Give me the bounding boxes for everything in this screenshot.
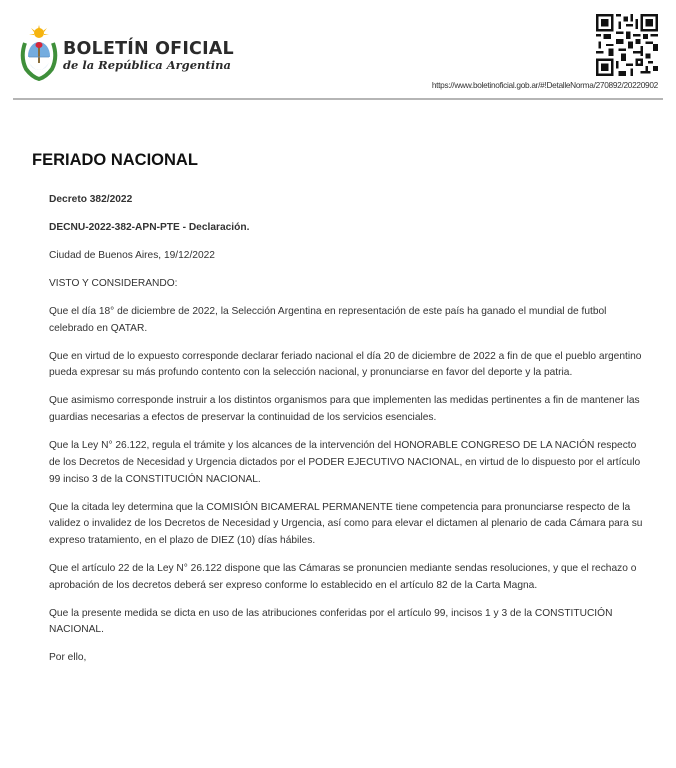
closing-text: Por ello, <box>49 652 87 664</box>
document-title: FERIADO NACIONAL <box>32 151 198 169</box>
brand-subtitle: de la República Argentina <box>63 58 231 72</box>
document-url-link[interactable]: https://www.boletinoficial.gob.ar/#!DetalleNorma/270892/20220902 <box>431 80 658 90</box>
paragraph: Que asimismo corresponde instruir a los distintos organismos para que implementen las medidas pertinentes a fin de mantener las guardias necesarias a efectos de preservar la continuidad de los servicios esenciales. <box>49 395 640 424</box>
document-body <box>49 192 649 678</box>
header-divider <box>13 98 663 100</box>
decree-number: Decreto 382/2022 <box>49 194 133 205</box>
decree-reference: DECNU-2022-382-APN-PTE - Declaración. <box>49 222 250 233</box>
paragraph: Que la citada ley determina que la COMISIÓN BICAMERAL PERMANENTE tiene competencia para pronunciarse respecto de la validez o invalidez de los Decretos de Necesidad y Urgencia, así como para elevar el dictamen al plenario de cada Cámara para su expreso tratamiento, en el plazo de DIEZ (10) días hábiles. <box>49 501 643 546</box>
place-date: Ciudad de Buenos Aires, 19/12/2022 <box>49 250 215 261</box>
document-header <box>0 0 676 100</box>
paragraph: Que en virtud de lo expuesto corresponde declarar feriado nacional el día 20 de diciembre de 2022 a fin de que el pueblo argentino pueda expresar su más profundo contento con la selección nacional, y pronunciarse en favor del deporte y la patria. <box>49 350 642 379</box>
visto-heading: VISTO Y CONSIDERANDO: <box>49 278 178 289</box>
brand-title: BOLETÍN OFICIAL <box>63 39 234 59</box>
paragraph: Que la Ley N° 26.122, regula el trámite y los alcances de la intervención del HONORABLE CONGRESO DE LA NACIÓN respecto de los Decretos de Necesidad y Urgencia dictados por el PODER EJECUTIVO NACIONAL, en virtud de lo dispuesto por el artículo 99 inciso 3 de la CONSTITUCIÓN NACIONAL. <box>49 440 641 485</box>
paragraph: Que el día 18° de diciembre de 2022, la Selección Argentina en representación de este país ha ganado el mundial de futbol celebrado en QATAR. <box>49 306 607 334</box>
argentina-coat-of-arms-icon <box>17 23 61 81</box>
qr-code-icon[interactable] <box>596 14 658 76</box>
paragraph: Que el artículo 22 de la Ley N° 26.122 dispone que las Cámaras se pronuncien mediante sendas resoluciones, y que el rechazo o aprobación de los decretos deberá ser expreso conforme lo establecido en el artículo 82 de la Carta Magna. <box>49 562 637 591</box>
paragraph: Que la presente medida se dicta en uso de las atribuciones conferidas por el artículo 99, incisos 1 y 3 de la CONSTITUCIÓN NACIONAL. <box>49 607 613 636</box>
